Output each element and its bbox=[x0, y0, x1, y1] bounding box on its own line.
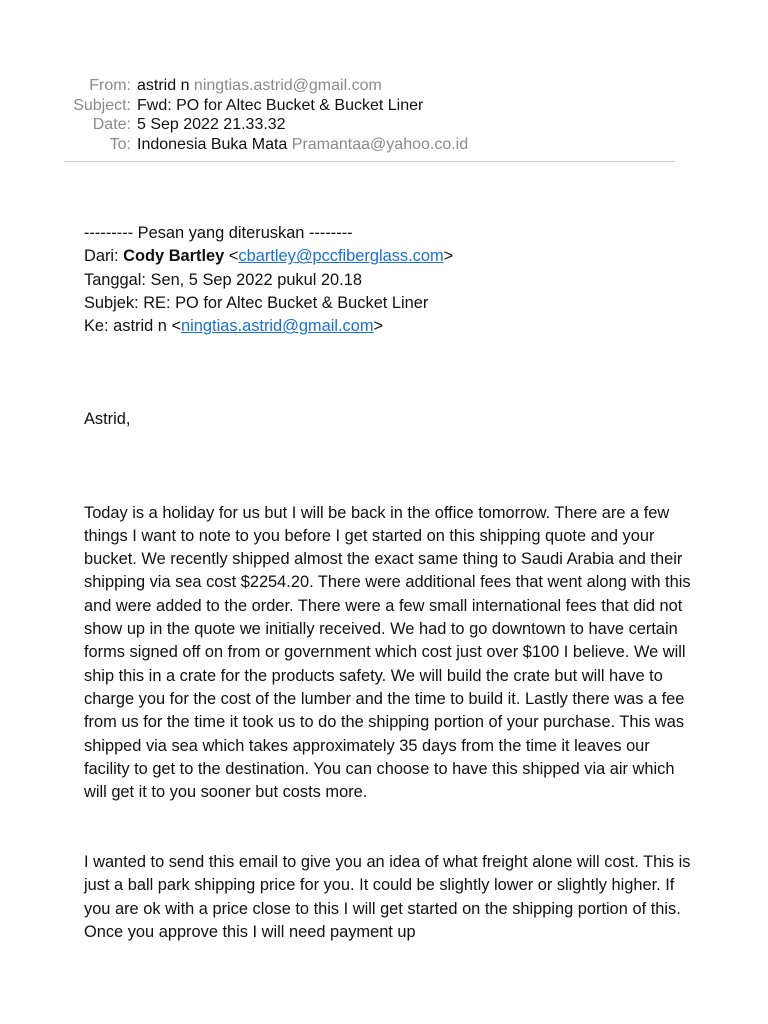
subject-value: Fwd: PO for Altec Bucket & Bucket Liner bbox=[137, 96, 424, 114]
header-divider bbox=[64, 161, 675, 162]
forward-sender-name: Cody Bartley bbox=[123, 247, 225, 266]
to-label: To: bbox=[109, 135, 131, 153]
forward-from-gt: > bbox=[443, 247, 454, 266]
from-value bbox=[137, 76, 382, 96]
forward-to-gt: > bbox=[373, 317, 384, 336]
email-body bbox=[84, 222, 694, 944]
from-label: From: bbox=[89, 77, 131, 94]
from-row bbox=[0, 76, 768, 96]
forward-to-label: Ke: astrid n < bbox=[84, 317, 182, 336]
date-label: Date: bbox=[92, 116, 131, 133]
to-value bbox=[137, 135, 468, 155]
from-name: astrid n bbox=[137, 77, 190, 94]
forward-subject-line: Subjek: RE: PO for Altec Bucket & Bucket Liner bbox=[84, 293, 429, 312]
forward-from-lt: < bbox=[224, 247, 239, 266]
forward-date-line: Tanggal: Sen, 5 Sep 2022 pukul 20.18 bbox=[84, 270, 362, 289]
subject-label: Subject: bbox=[73, 96, 131, 114]
to-name: Indonesia Buka Mata bbox=[137, 135, 288, 153]
body-paragraph-2: I wanted to send this email to give you an idea of what freight alone will cost. This is just a ball park shipping price for you. It could be slightly lower or slightly higher. If you are ok with a price close to this I will get started on the shipping portion of this. Once you approve this I will need payment up bbox=[84, 853, 691, 941]
subject-row bbox=[0, 96, 768, 116]
greeting: Astrid, bbox=[84, 410, 131, 429]
forward-sender-email-link[interactable]: cbartley@pccfiberglass.com bbox=[238, 247, 444, 266]
to-row bbox=[0, 135, 768, 155]
forward-separator: --------- Pesan yang diteruskan -------- bbox=[84, 224, 353, 242]
forward-recipient-email-link[interactable]: ningtias.astrid@gmail.com bbox=[181, 317, 374, 336]
date-value: 5 Sep 2022 21.33.32 bbox=[137, 116, 286, 133]
forward-to-line bbox=[84, 315, 694, 338]
date-row bbox=[0, 115, 768, 135]
body-paragraph-1: Today is a holiday for us but I will be back in the office tomorrow. There are a few things I want to note to you before I get started on this shipping quote and your bucket. We recently shipped almost the exact same thing to Saudi Arabia and their shipping via sea cost $2254.20. There were additional fees that went along with this and were added to the order. There were a few small international fees that did not show up in the quote we initially received. We had to go downtown to have certain forms signed off on from or government which cost just over $100 I believe. We will ship this in a crate for the products safety. We will build the crate but will have to charge you for the cost of the lumber and the time to build it. Lastly there was a fee from us for the time it took us to do the shipping portion of your purchase. This was shipped via sea which takes approximately 35 days from the time it leaves our facility to get to the destination. You can choose to have this shipped via air which will get it to you sooner but costs more. bbox=[84, 503, 691, 802]
email-header bbox=[0, 76, 768, 154]
from-email[interactable]: ningtias.astrid@gmail.com bbox=[193, 77, 382, 94]
forward-from-line bbox=[84, 245, 694, 268]
forward-from-label: Dari: bbox=[84, 247, 124, 266]
to-email[interactable]: Pramantaa@yahoo.co.id bbox=[291, 135, 469, 153]
